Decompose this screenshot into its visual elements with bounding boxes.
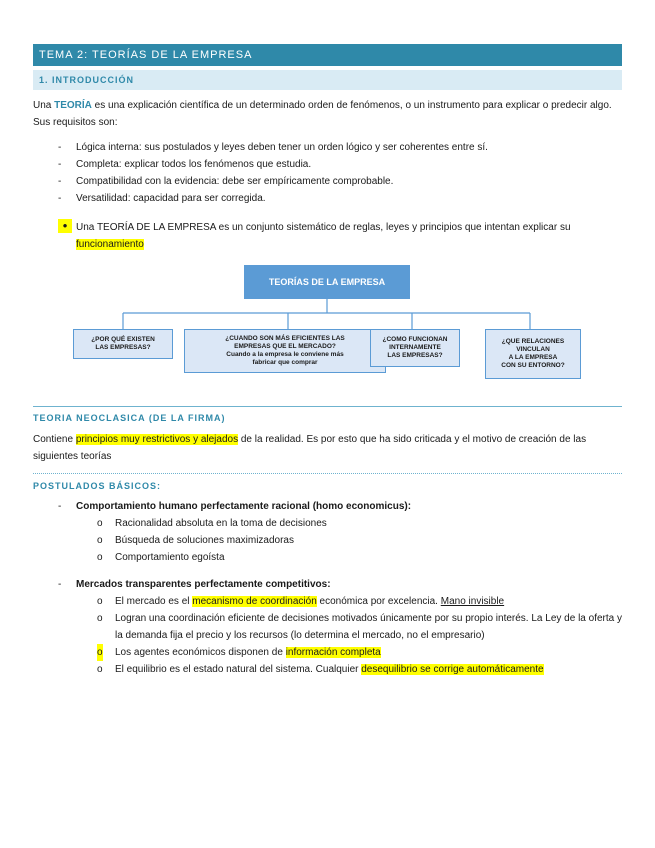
circle-bullet-icon: o [97, 552, 103, 563]
teoria-definition: Una TEORÍA es una explicación científica de un determinado orden de fenómenos, o un instrumento para explicar o predecir algo. Sus requisitos son: [33, 100, 612, 128]
circle-bullet-icon: o [97, 613, 103, 624]
section-heading-introduccion: 1. INTRODUCCIÓN [33, 70, 622, 90]
list-item: o Racionalidad absoluta en la toma de decisiones [33, 515, 622, 532]
circle-bullet-icon: o [97, 644, 103, 661]
list-item: o El mercado es el mecanismo de coordinación económica por excelencia. Mano invisible [33, 593, 622, 610]
document-page [33, 44, 622, 678]
section-heading-postulados: POSTULADOS BÁSICOS: [33, 473, 622, 492]
teoria-empresa-paragraph: • Una TEORÍA DE LA EMPRESA es un conjunto sistemático de reglas, leyes y principios que intentan explicar su funcionamiento [33, 219, 622, 253]
circle-bullet-icon: o [97, 596, 103, 607]
circle-bullet-icon: o [97, 535, 103, 546]
neoclasica-paragraph: Contiene principios muy restrictivos y alejados de la realidad. Es por esto que ha sido criticada y el motivo de creación de las siguientes teorías [33, 434, 587, 462]
section-heading-neoclasica: TEORIA NEOCLASICA (DE LA FIRMA) [33, 406, 622, 425]
postulado-group-mercados [33, 576, 622, 678]
highlight: desequilibrio se corrige automáticamente [361, 664, 544, 675]
list-item: - Lógica interna: sus postulados y leyes deben tener un orden lógico y ser coherentes entre sí. [33, 139, 622, 156]
list-item: o Búsqueda de soluciones maximizadoras [33, 532, 622, 549]
underlined-term: Mano invisible [440, 596, 505, 607]
list-item: - Completa: explicar todos los fenómenos que estudia. [33, 156, 622, 173]
requisitos-list [33, 139, 622, 207]
diagram-node-por-que: ¿POR QUÉ EXISTEN LAS EMPRESAS? [73, 329, 173, 359]
diagram-root-node: TEORÍAS DE LA EMPRESA [244, 265, 410, 299]
list-item: o Comportamiento egoísta [33, 549, 622, 566]
teorias-diagram [33, 265, 622, 400]
list-item: o Los agentes económicos disponen de información completa [33, 644, 622, 661]
highlight: funcionamiento [76, 239, 144, 250]
highlight: principios muy restrictivos y alejados [75, 434, 239, 445]
circle-bullet-icon: o [97, 518, 103, 529]
postulado-title: - Comportamiento humano perfectamente racional (homo economicus): [33, 498, 622, 515]
list-item: o El equilibrio es el estado natural del sistema. Cualquier desequilibrio se corrige automáticamente [33, 661, 622, 678]
circle-bullet-icon: o [97, 664, 103, 675]
highlight: mecanismo de coordinación [192, 596, 317, 607]
bullet-icon: • [58, 219, 72, 233]
postulado-group-homo-economicus [33, 498, 622, 566]
diagram-node-relaciones: ¿QUE RELACIONES VINCULAN A LA EMPRESA CON SU ENTORNO? [485, 329, 581, 379]
list-item: o Logran una coordinación eficiente de decisiones motivados únicamente por su propio interés. La Ley de la oferta y la demanda fija el precio y los recursos (lo determina el mercado, no el empresario) [33, 610, 622, 644]
diagram-node-cuando: ¿CUANDO SON MÁS EFICIENTES LAS EMPRESAS QUE EL MERCADO? Cuando a la empresa le conviene más fabricar que comprar [184, 329, 386, 373]
document-title: TEMA 2: TEORÍAS DE LA EMPRESA [33, 44, 622, 66]
list-item: - Compatibilidad con la evidencia: debe ser empíricamente comprobable. [33, 173, 622, 190]
diagram-node-como: ¿COMO FUNCIONAN INTERNAMENTE LAS EMPRESAS? [370, 329, 460, 367]
postulado-title: - Mercados transparentes perfectamente competitivos: [33, 576, 622, 593]
list-item: - Versatilidad: capacidad para ser corregida. [33, 190, 622, 207]
highlight: información completa [285, 647, 381, 658]
teoria-term: TEORÍA [54, 100, 92, 111]
